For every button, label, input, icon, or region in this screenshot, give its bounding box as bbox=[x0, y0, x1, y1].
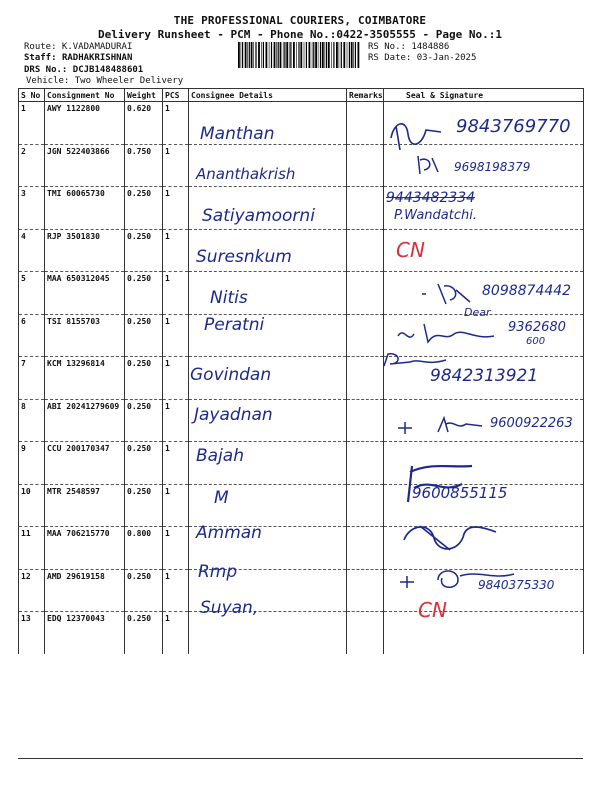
table-row bbox=[19, 229, 584, 272]
drs-label: DRS No.: bbox=[24, 65, 73, 75]
row-consignment: AMD 29619158 bbox=[45, 569, 125, 612]
handwritten-phone: 9443482334 bbox=[386, 190, 476, 206]
barcode-bar bbox=[286, 42, 288, 68]
runsheet-subtitle: Delivery Runsheet - PCM - Phone No.:0422-3505555 - Page No.:1 bbox=[98, 28, 502, 41]
handwritten-name: Govindan bbox=[190, 365, 272, 385]
barcode-bar bbox=[249, 42, 250, 68]
barcode-bar bbox=[276, 42, 277, 68]
barcode-bar bbox=[339, 42, 340, 68]
barcode-bar bbox=[300, 42, 302, 68]
barcode-bar bbox=[280, 42, 282, 68]
row-consignment: ABI 20241279609 bbox=[45, 399, 125, 442]
row-pcs: 1 bbox=[163, 357, 189, 400]
barcode-bar bbox=[347, 42, 348, 68]
handwritten-name: Manthan bbox=[200, 124, 275, 144]
row-pcs: 1 bbox=[163, 527, 189, 570]
row-sno: 3 bbox=[19, 187, 45, 230]
handwritten-name: Satiyamoorni bbox=[202, 206, 315, 226]
barcode-bar bbox=[298, 42, 299, 68]
handwritten-note: P.Wandatchi. bbox=[394, 208, 477, 223]
barcode-bar bbox=[331, 42, 332, 68]
row-consignment: TMI 60065730 bbox=[45, 187, 125, 230]
col-weight: Weight bbox=[125, 89, 163, 102]
row-consignment: MAA 706215770 bbox=[45, 527, 125, 570]
handwritten-phone: 9600922263 bbox=[490, 416, 573, 431]
handwritten-phone: 9842313921 bbox=[430, 366, 539, 386]
handwritten-name: M bbox=[214, 488, 229, 508]
handwritten-signature bbox=[400, 516, 500, 556]
rs-date: RS Date: 03-Jan-2025 bbox=[368, 53, 477, 63]
col-pcs: PCS bbox=[163, 89, 189, 102]
handwritten-phone: 9362680 bbox=[508, 320, 566, 335]
row-weight: 0.620 bbox=[125, 102, 163, 145]
barcode-bar bbox=[358, 42, 360, 68]
row-remarks bbox=[347, 229, 384, 272]
barcode-bar bbox=[353, 42, 354, 68]
handwritten-name: Rmp bbox=[198, 562, 238, 582]
handwritten-phone: 8098874442 bbox=[482, 283, 572, 299]
handwritten-phone: 9600855115 bbox=[412, 484, 508, 502]
row-remarks bbox=[347, 272, 384, 315]
barcode-bar bbox=[309, 42, 311, 68]
col-consignment: Consignment No bbox=[45, 89, 125, 102]
row-remarks bbox=[347, 612, 384, 654]
row-remarks bbox=[347, 569, 384, 612]
handwritten-name: Nitis bbox=[210, 288, 248, 308]
barcode-bar bbox=[238, 42, 240, 68]
barcode-bar bbox=[304, 42, 305, 68]
table-header bbox=[19, 89, 584, 102]
row-weight: 0.250 bbox=[125, 484, 163, 527]
row-weight: 0.250 bbox=[125, 357, 163, 400]
barcode-bar bbox=[283, 42, 284, 68]
row-remarks bbox=[347, 399, 384, 442]
barcode-bar bbox=[351, 42, 353, 68]
barcode-bar bbox=[247, 42, 248, 68]
handwritten-name: Bajah bbox=[196, 446, 244, 466]
row-consignment: EDQ 12370043 bbox=[45, 612, 125, 654]
col-remarks: Remarks bbox=[347, 89, 384, 102]
handwritten-note: CN bbox=[418, 598, 447, 622]
barcode-bar bbox=[284, 42, 285, 68]
row-sno: 13 bbox=[19, 612, 45, 654]
handwritten-signature bbox=[396, 412, 486, 438]
barcode-bar bbox=[242, 42, 243, 68]
barcode-bar bbox=[274, 42, 276, 68]
row-signature bbox=[384, 612, 584, 654]
barcode-bar bbox=[255, 42, 256, 68]
barcode-bar bbox=[296, 42, 297, 68]
barcode-bar bbox=[333, 42, 334, 68]
handwritten-signature bbox=[416, 280, 476, 308]
row-pcs: 1 bbox=[163, 442, 189, 485]
drs-row bbox=[24, 65, 143, 76]
drs-value: DCJB148488601 bbox=[72, 65, 144, 75]
handwritten-name: Amman bbox=[196, 523, 262, 543]
barcode-bar bbox=[266, 42, 268, 68]
handwritten-name: Suresnkum bbox=[196, 247, 292, 267]
barcode-bar bbox=[306, 42, 307, 68]
row-weight: 0.250 bbox=[125, 612, 163, 654]
handwritten-signature bbox=[394, 318, 504, 348]
row-pcs: 1 bbox=[163, 102, 189, 145]
row-remarks bbox=[347, 357, 384, 400]
row-sno: 9 bbox=[19, 442, 45, 485]
handwritten-phone: 9843769770 bbox=[456, 116, 571, 137]
row-sno: 11 bbox=[19, 527, 45, 570]
row-consignment: CCU 200170347 bbox=[45, 442, 125, 485]
barcode-bar bbox=[326, 42, 327, 68]
row-sno: 5 bbox=[19, 272, 45, 315]
row-remarks bbox=[347, 102, 384, 145]
table-row bbox=[19, 442, 584, 485]
barcode-bar bbox=[269, 42, 270, 68]
row-sno: 1 bbox=[19, 102, 45, 145]
barcode-bar bbox=[343, 42, 345, 68]
row-remarks bbox=[347, 144, 384, 187]
barcode-bar bbox=[328, 42, 330, 68]
row-sno: 4 bbox=[19, 229, 45, 272]
staff-value: RADHAKRISHNAN bbox=[61, 53, 133, 63]
barcode-bar bbox=[318, 42, 319, 68]
company-title: THE PROFESSIONAL COURIERS, COIMBATORE bbox=[173, 14, 427, 27]
barcode-bar bbox=[336, 42, 338, 68]
barcode-bar bbox=[253, 42, 254, 68]
row-pcs: 1 bbox=[163, 314, 189, 357]
row-pcs: 1 bbox=[163, 569, 189, 612]
barcode-bar bbox=[241, 42, 242, 68]
handwritten-phone: 600 bbox=[526, 336, 546, 347]
barcode-bar bbox=[349, 42, 350, 68]
handwritten-note: Dear bbox=[464, 306, 491, 319]
row-pcs: 1 bbox=[163, 144, 189, 187]
barcode-bar bbox=[315, 42, 317, 68]
handwritten-name: Jayadnan bbox=[194, 405, 273, 425]
row-consignment: KCM 13296814 bbox=[45, 357, 125, 400]
row-weight: 0.250 bbox=[125, 187, 163, 230]
barcode-bar bbox=[263, 42, 264, 68]
row-sno: 8 bbox=[19, 399, 45, 442]
rs-number: RS No.: 1484886 bbox=[368, 42, 450, 52]
handwritten-name: Peratni bbox=[204, 315, 265, 335]
handwritten-name: Suyan, bbox=[200, 598, 259, 618]
row-pcs: 1 bbox=[163, 612, 189, 654]
table-bottom-border bbox=[18, 758, 583, 759]
handwritten-signature bbox=[414, 152, 444, 178]
row-consignment: AWY 1122800 bbox=[45, 102, 125, 145]
barcode-bar bbox=[289, 42, 290, 68]
row-weight: 0.800 bbox=[125, 527, 163, 570]
barcode-bar bbox=[271, 42, 272, 68]
row-weight: 0.250 bbox=[125, 399, 163, 442]
barcode-bar bbox=[251, 42, 253, 68]
row-weight: 0.750 bbox=[125, 144, 163, 187]
row-sno: 7 bbox=[19, 357, 45, 400]
row-consignment: MAA 650312045 bbox=[45, 272, 125, 315]
handwritten-phone: 9840375330 bbox=[478, 578, 555, 592]
barcode bbox=[238, 42, 360, 68]
row-weight: 0.250 bbox=[125, 569, 163, 612]
staff-row bbox=[24, 53, 132, 64]
row-remarks bbox=[347, 527, 384, 570]
route-label: Route: K.VADAMADURAI bbox=[24, 42, 133, 52]
row-weight: 0.250 bbox=[125, 229, 163, 272]
row-consignment: RJP 3501830 bbox=[45, 229, 125, 272]
row-weight: 0.250 bbox=[125, 442, 163, 485]
row-consignment: MTR 2548597 bbox=[45, 484, 125, 527]
row-weight: 0.250 bbox=[125, 314, 163, 357]
row-sno: 6 bbox=[19, 314, 45, 357]
row-remarks bbox=[347, 314, 384, 357]
row-consignee bbox=[189, 484, 347, 527]
staff-label: Staff: bbox=[24, 53, 62, 63]
barcode-bar bbox=[341, 42, 342, 68]
row-remarks bbox=[347, 484, 384, 527]
barcode-bar bbox=[258, 42, 260, 68]
row-pcs: 1 bbox=[163, 272, 189, 315]
row-remarks bbox=[347, 442, 384, 485]
barcode-bar bbox=[355, 42, 356, 68]
vehicle-label: Vehicle: Two Wheeler Delivery bbox=[26, 76, 184, 86]
col-signature: Seal & Signature bbox=[384, 89, 584, 102]
row-pcs: 1 bbox=[163, 229, 189, 272]
col-sno: S No bbox=[19, 89, 45, 102]
row-weight: 0.250 bbox=[125, 272, 163, 315]
handwritten-signature bbox=[386, 116, 446, 152]
barcode-bar bbox=[261, 42, 262, 68]
barcode-bar bbox=[278, 42, 279, 68]
row-sno: 10 bbox=[19, 484, 45, 527]
handwritten-phone: 9698198379 bbox=[454, 160, 531, 174]
col-consignee: Consignee Details bbox=[189, 89, 347, 102]
barcode-bar bbox=[320, 42, 321, 68]
barcode-bar bbox=[293, 42, 295, 68]
barcode-bar bbox=[290, 42, 291, 68]
table-row bbox=[19, 612, 584, 654]
barcode-bar bbox=[322, 42, 324, 68]
row-pcs: 1 bbox=[163, 484, 189, 527]
handwritten-note: CN bbox=[396, 238, 425, 262]
barcode-bar bbox=[325, 42, 326, 68]
barcode-bar bbox=[312, 42, 313, 68]
row-remarks bbox=[347, 187, 384, 230]
row-sno: 12 bbox=[19, 569, 45, 612]
row-consignment: JGN 522403866 bbox=[45, 144, 125, 187]
handwritten-name: Ananthakrish bbox=[196, 165, 296, 183]
row-pcs: 1 bbox=[163, 187, 189, 230]
row-pcs: 1 bbox=[163, 399, 189, 442]
row-consignment: TSI 8155703 bbox=[45, 314, 125, 357]
barcode-bar bbox=[245, 42, 247, 68]
barcode-bar bbox=[313, 42, 314, 68]
row-sno: 2 bbox=[19, 144, 45, 187]
